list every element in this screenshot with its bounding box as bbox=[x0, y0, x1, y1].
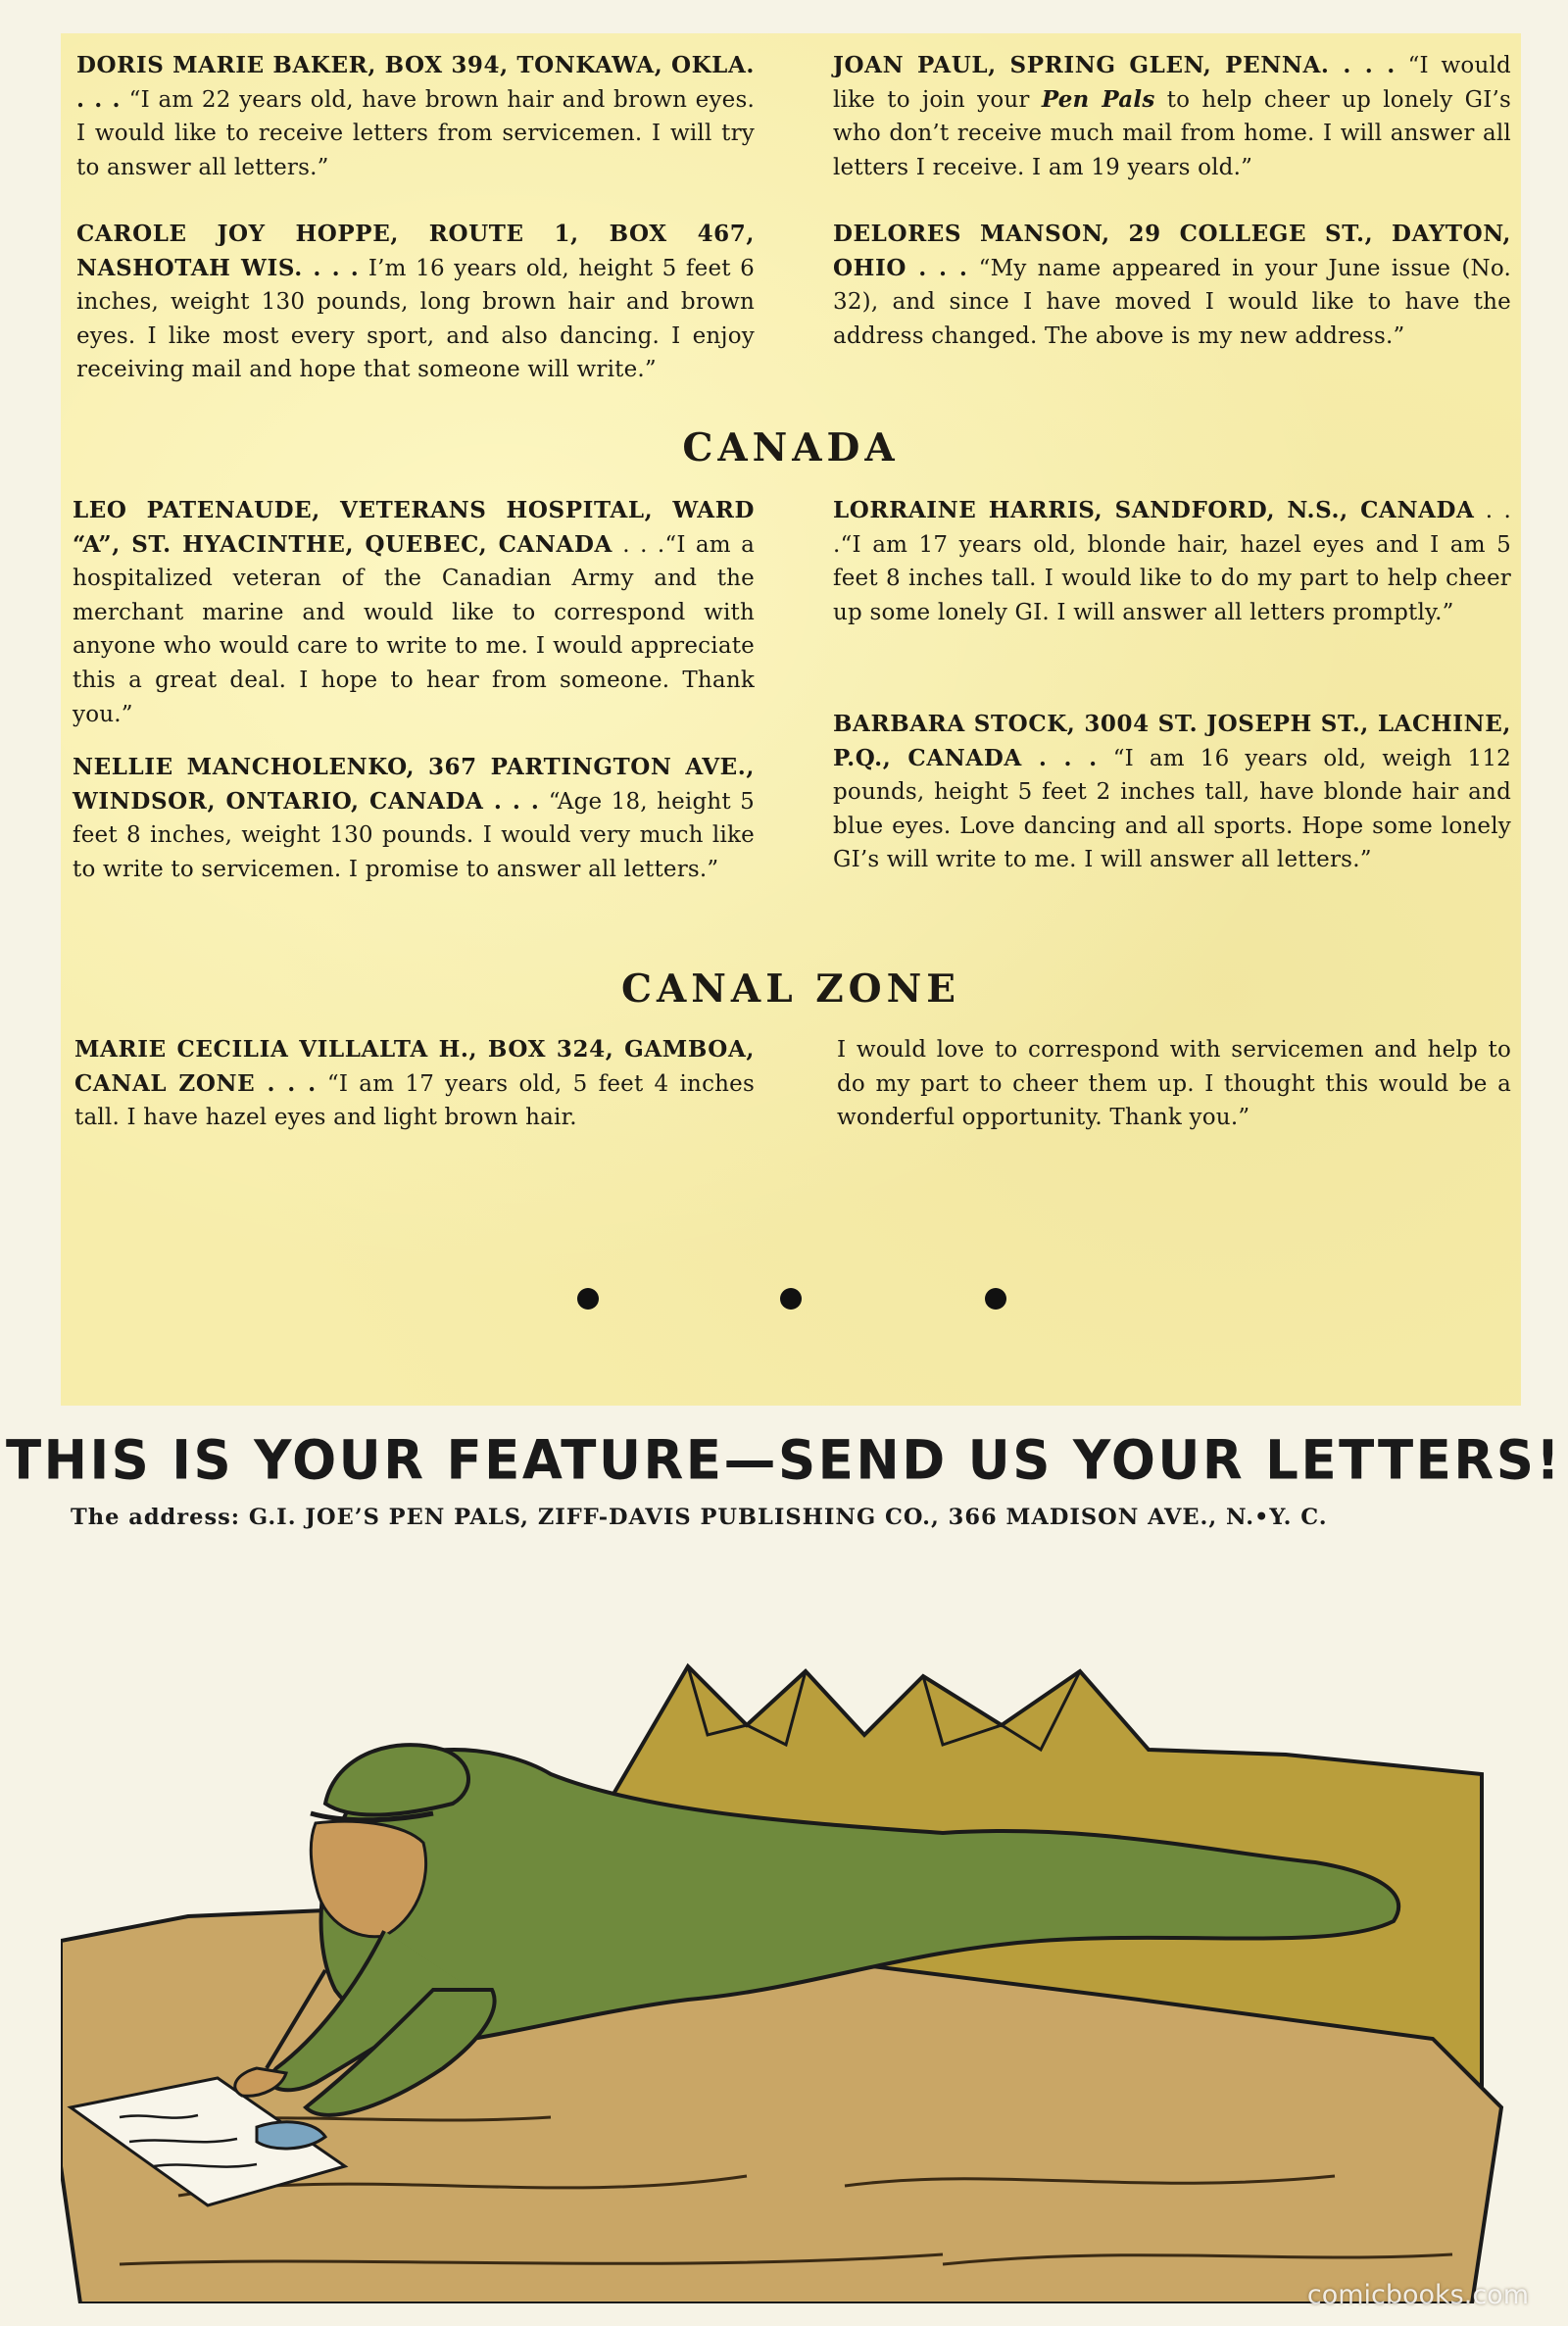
entry-emphasis: Pen Pals bbox=[1041, 85, 1155, 113]
entry-name: JOAN PAUL, SPRING GLEN, PENNA. . . . bbox=[833, 52, 1396, 78]
entry-text: I would love to correspond with servicemen and help to do my part to cheer them up. I thought this would be a wonderful opportunity. Thank you.” bbox=[837, 1037, 1511, 1131]
letter-entry-continued bbox=[837, 1033, 1511, 1135]
entry-name: LORRAINE HARRIS, SANDFORD, N.S., CANADA bbox=[833, 497, 1475, 523]
section-heading-canada: CANADA bbox=[682, 425, 900, 470]
letter-entry bbox=[73, 751, 755, 886]
letter-entry bbox=[833, 708, 1511, 877]
entry-text: “I would like to join your bbox=[833, 53, 1511, 113]
letter-entry bbox=[833, 494, 1511, 629]
entry-text: . . .“I am a hospitalized veteran of the Canadian Army and the merchant marine and would like to correspond with anyone who would care to write to me. I would appreciate this a great deal. I hope to hear from someone. Thank you.” bbox=[73, 531, 756, 727]
letter-entry bbox=[73, 494, 755, 731]
entry-name: DORIS MARIE BAKER, BOX 394, TONKAWA, OKLA. . . . bbox=[76, 52, 755, 113]
ellipsis-dot bbox=[985, 1288, 1006, 1310]
entry-name: LEO PATENAUDE, VETERANS HOSPITAL, WARD “A”, ST. HYACINTHE, QUEBEC, CANADA bbox=[73, 497, 755, 558]
watermark: comicbooks.com bbox=[1306, 2280, 1529, 2310]
entry-name: CAROLE JOY HOPPE, ROUTE 1, BOX 467, NASHOTAH WIS. . . . bbox=[76, 221, 755, 281]
letter-entry bbox=[833, 49, 1511, 184]
entry-name: BARBARA STOCK, 3004 ST. JOSEPH ST., LACHINE, P.Q., CANADA . . . bbox=[833, 711, 1511, 771]
ellipsis-dot bbox=[780, 1288, 802, 1310]
entry-text: to help cheer up lonely GI’s who don’t receive much mail from home. I will answer all letters I receive. I am 19 years old.” bbox=[833, 86, 1511, 180]
entry-name: DELORES MANSON, 29 COLLEGE ST., DAYTON, OHIO . . . bbox=[833, 221, 1511, 281]
entry-name: NELLIE MANCHOLENKO, 367 PARTINGTON AVE., WINDSOR, ONTARIO, CANADA . . . bbox=[73, 754, 755, 815]
letter-entry bbox=[76, 49, 755, 184]
entry-text: . . .“I am 17 years old, blonde hair, hazel eyes and I am 5 feet 8 inches tall. I would like to do my part to help cheer up some lonely GI. I will answer all letters promptly.” bbox=[833, 498, 1511, 625]
entry-text: “My name appeared in your June issue (No. 32), and since I have moved I would like to have the address changed. The above is my new address.” bbox=[833, 255, 1511, 349]
letter-entry bbox=[74, 1033, 755, 1135]
feature-banner-title: THIS IS YOUR FEATURE—SEND US YOUR LETTERS! bbox=[5, 1429, 1563, 1493]
entry-text: “I am 22 years old, have brown hair and brown eyes. I would like to receive letters from servicemen. I will try to answer all letters.” bbox=[76, 86, 755, 180]
letter-entry bbox=[76, 218, 755, 387]
entry-text: “Age 18, height 5 feet 8 inches, weight 130 pounds. I would very much like to write to servicemen. I promise to answer all letters.” bbox=[73, 788, 755, 882]
section-heading-canal-zone: CANAL ZONE bbox=[620, 966, 961, 1012]
entry-text: “I am 16 years old, weigh 112 pounds, height 5 feet 2 inches tall, have blonde hair and blue eyes. Love dancing and all sports. Hope some lonely GI’s will write to me. I will answer all letters.” bbox=[833, 745, 1511, 873]
entry-text: I’m 16 years old, height 5 feet 6 inches, weight 130 pounds, long brown hair and brown eyes. I like most every sport, and also dancing. I enjoy receiving mail and hope that someone will write.” bbox=[76, 255, 756, 383]
ellipsis-dot bbox=[577, 1288, 599, 1310]
letters-panel bbox=[61, 33, 1521, 1406]
letter-entry bbox=[833, 218, 1511, 353]
soldier-writing-illustration bbox=[61, 1578, 1521, 2303]
entry-text: “I am 17 years old, 5 feet 4 inches tall. I have hazel eyes and light brown hair. bbox=[74, 1070, 755, 1131]
mailing-address: The address: G.I. JOE’S PEN PALS, ZIFF-DAVIS PUBLISHING CO., 366 MADISON AVE., N.•Y. C. bbox=[71, 1505, 1328, 1530]
entry-name: MARIE CECILIA VILLALTA H., BOX 324, GAMBOA, CANAL ZONE . . . bbox=[74, 1036, 755, 1097]
